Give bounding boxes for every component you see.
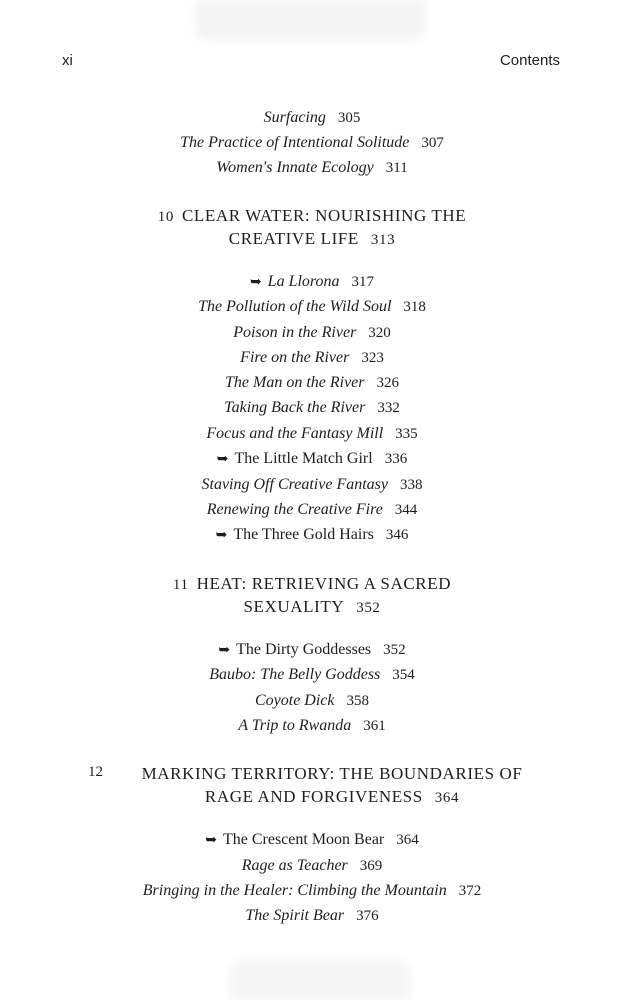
story-arrow-icon: ➥ <box>215 528 228 543</box>
toc-entry: Surfacing 305 <box>263 109 361 126</box>
toc-entry: ➥ The Little Match Girl 336 <box>216 450 408 467</box>
toc-entry: Baubo: The Belly Goddess 354 <box>209 666 415 683</box>
story-arrow-icon: ➥ <box>249 275 262 290</box>
story-arrow-icon: ➥ <box>218 643 231 658</box>
chapter-heading-continued: SEXUALITY 352 <box>243 597 381 616</box>
toc-entry: Fire on the River 323 <box>240 349 384 366</box>
chapter-heading-continued: RAGE AND FORGIVENESS 364 <box>204 787 460 806</box>
toc-entry: Taking Back the River 332 <box>224 399 400 416</box>
toc-entry: Renewing the Creative Fire 344 <box>206 501 418 518</box>
toc-entry: Staving Off Creative Fantasy 338 <box>201 476 423 493</box>
chapter-heading: 10 CLEAR WATER: NOURISHING THE <box>157 206 467 225</box>
bleed-through-shadow-top <box>195 0 425 40</box>
toc-entry: Women's Innate Ecology 311 <box>216 159 408 176</box>
toc-entry: ➥ La Llorona 317 <box>249 273 375 290</box>
chapter-heading: MARKING TERRITORY: THE BOUNDARIES OF <box>141 764 523 783</box>
page-number: xi <box>62 52 73 69</box>
toc-entry: A Trip to Rwanda 361 <box>238 717 386 734</box>
toc-entry: Bringing in the Healer: Climbing the Mountain 372 <box>142 882 482 899</box>
toc-entry: The Pollution of the Wild Soul 318 <box>198 298 426 315</box>
story-arrow-icon: ➥ <box>205 833 217 848</box>
toc-entry: Coyote Dick 358 <box>254 692 370 709</box>
chapter-heading: 11 HEAT: RETRIEVING A SACRED <box>172 574 452 593</box>
toc-entry: ➥ The Dirty Goddesses 352 <box>218 641 406 658</box>
toc-entry: The Man on the River 326 <box>224 374 400 391</box>
toc-entry: The Spirit Bear 376 <box>245 907 379 924</box>
bleed-through-shadow-bottom <box>230 960 410 1000</box>
toc-entry: The Practice of Intentional Solitude 307 <box>180 134 444 151</box>
toc-entry: ➥ The Crescent Moon Bear 364 <box>205 831 419 848</box>
toc-entry: Poison in the River 320 <box>233 324 391 341</box>
toc-entry: ➥ The Three Gold Hairs 346 <box>215 526 409 543</box>
story-arrow-icon: ➥ <box>216 452 229 467</box>
chapter-number: 12 <box>88 764 103 780</box>
running-header: Contents <box>499 52 560 69</box>
toc-entry: Rage as Teacher 369 <box>241 857 383 874</box>
toc-entry: Focus and the Fantasy Mill 335 <box>206 425 418 442</box>
chapter-heading-continued: CREATIVE LIFE 313 <box>228 229 396 248</box>
